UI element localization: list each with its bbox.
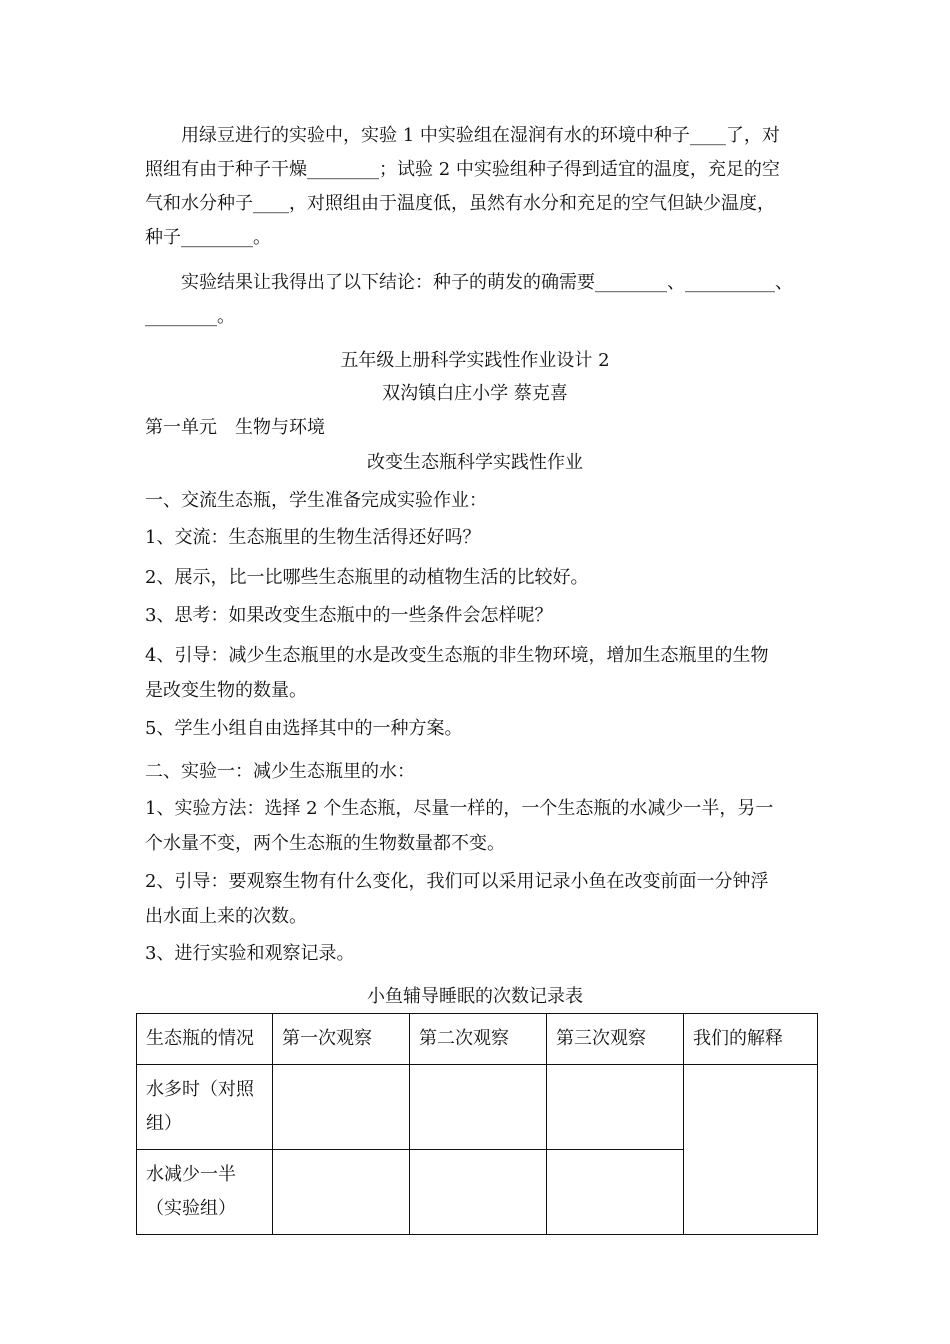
table-header-row (137, 1014, 818, 1065)
header-cell: 生态瓶的情况 (137, 1014, 273, 1065)
step-item: 4、引导：减少生态瓶里的水是改变生态瓶的非生物环境，增加生态瓶里的生物 (145, 645, 769, 666)
doc-title: 五年级上册科学实践性作业设计 2 (340, 350, 610, 371)
intro-line-4: 种子________。 (145, 227, 271, 248)
row-label: 水减少一半（实验组） (137, 1150, 273, 1235)
step-item: 1、交流：生态瓶里的生物生活得还好吗？ (145, 527, 481, 548)
row-label: 水多时（对照组） (137, 1065, 273, 1150)
table-cell (410, 1065, 547, 1150)
step-item: 2、展示，比一比哪些生态瓶里的动植物生活的比较好。 (145, 567, 589, 588)
table-cell (547, 1150, 684, 1235)
intro-line-2: 照组有由于种子干燥________；试验 2 中实验组种子得到适宜的温度，充足的空 (145, 159, 780, 180)
explanation-cell (684, 1065, 818, 1235)
step-item: 5、学生小组自由选择其中的一种方案。 (145, 718, 463, 739)
table-caption: 小鱼辅导睡眠的次数记录表 (367, 986, 583, 1007)
table-row (137, 1065, 818, 1150)
author-line: 双沟镇白庄小学 蔡克喜 (382, 383, 568, 404)
activity-title: 改变生态瓶科学实践性作业 (367, 452, 583, 473)
section-two-heading: 二、实验一：减少生态瓶里的水： (145, 761, 415, 782)
table-cell (273, 1065, 410, 1150)
header-cell: 我们的解释 (684, 1014, 818, 1065)
observation-record-table (136, 1013, 818, 1235)
header-cell: 第一次观察 (273, 1014, 410, 1065)
table-cell (410, 1150, 547, 1235)
conclusion-line-2: ________。 (145, 306, 235, 327)
table-cell (273, 1150, 410, 1235)
method-item: 2、引导：要观察生物有什么变化，我们可以采用记录小鱼在改变前面一分钟浮 (145, 871, 769, 892)
header-cell: 第三次观察 (547, 1014, 684, 1065)
method-item: 1、实验方法：选择 2 个生态瓶，尽量一样的，一个生态瓶的水减少一半，另一 (145, 798, 774, 819)
intro-line-1: 用绿豆进行的实验中，实验 1 中实验组在湿润有水的环境中种子____了，对 (145, 125, 780, 146)
unit-heading: 第一单元 生物与环境 (145, 417, 325, 438)
section-one-heading: 一、交流生态瓶，学生准备完成实验作业： (145, 490, 487, 511)
step-item-continued: 是改变生物的数量。 (145, 680, 307, 701)
method-item-continued: 个水量不变，两个生态瓶的生物数量都不变。 (145, 833, 505, 854)
method-item: 3、进行实验和观察记录。 (145, 943, 355, 964)
header-cell: 第二次观察 (410, 1014, 547, 1065)
step-item: 3、思考：如果改变生态瓶中的一些条件会怎样呢？ (145, 605, 553, 626)
intro-line-3: 气和水分种子____，对照组由于温度低，虽然有水分和充足的空气但缺少温度， (145, 193, 775, 214)
table-cell (547, 1065, 684, 1150)
conclusion-line-1: 实验结果让我得出了以下结论：种子的萌发的确需要________、__________、 (145, 272, 793, 293)
method-item-continued: 出水面上来的次数。 (145, 906, 307, 927)
